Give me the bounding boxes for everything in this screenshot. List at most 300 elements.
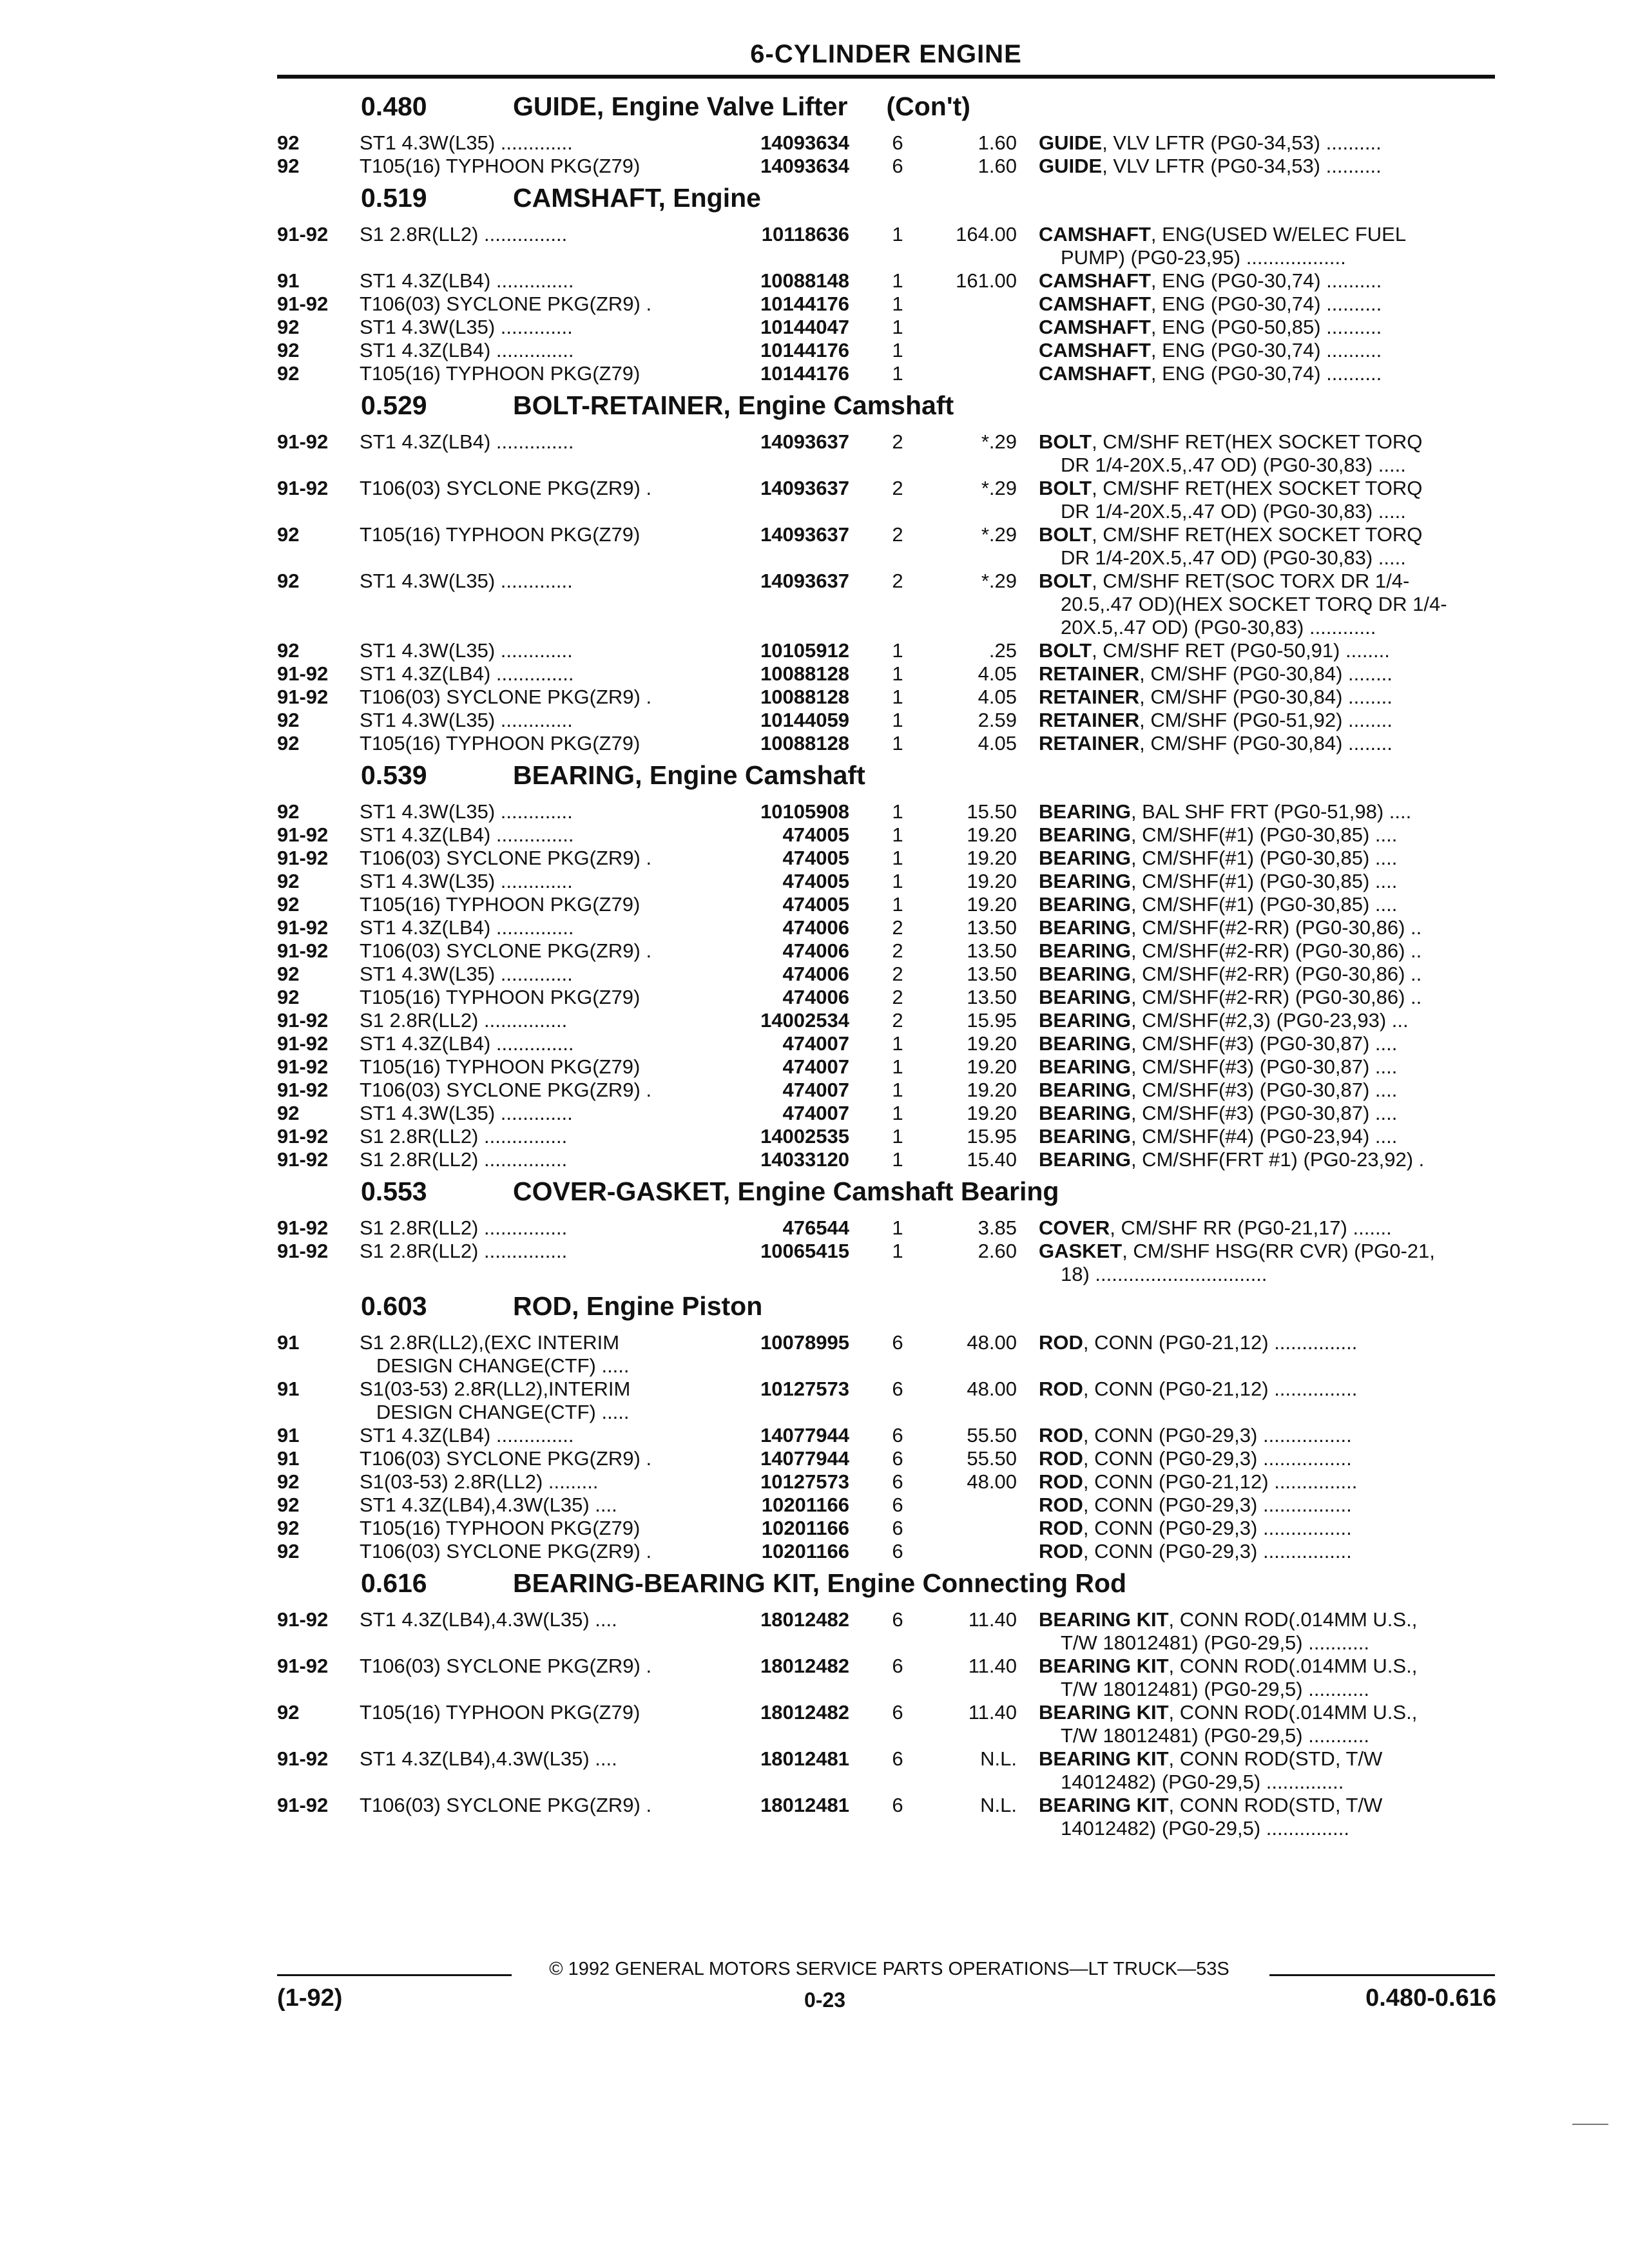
part-row	[277, 823, 1501, 847]
quantity: 6	[892, 1470, 903, 1493]
model-application	[360, 639, 708, 662]
part-row	[277, 1424, 1501, 1447]
part-detail: , CM/SHF(#3) (PG0-30,87) ....	[1130, 1032, 1398, 1055]
part-detail: , CM/SHF RET(SOC TORX DR 1/4-	[1092, 570, 1410, 592]
model-line: ST1 4.3Z(LB4) ..............	[360, 269, 574, 292]
model-year: 91	[277, 1331, 300, 1354]
model-line: S1 2.8R(LL2),(EXC INTERIM	[360, 1331, 620, 1354]
price: 11.40	[968, 1655, 1017, 1677]
price: *.29	[981, 477, 1017, 499]
quantity: 1	[892, 662, 903, 685]
section-number: 0.529	[361, 390, 427, 420]
part-detail: 20.5,.47 OD)(HEX SOCKET TORQ DR 1/4-	[1061, 593, 1447, 615]
part-name: CAMSHAFT	[1039, 316, 1151, 338]
model-application	[360, 523, 708, 570]
quantity: 2	[892, 916, 903, 939]
price: N.L.	[980, 1794, 1017, 1816]
section-title: BOLT-RETAINER, Engine Camshaft	[513, 390, 954, 420]
model-application	[360, 1378, 708, 1424]
part-detail: , CM/SHF(#1) (PG0-30,85) ....	[1130, 823, 1398, 846]
part-row	[277, 893, 1501, 916]
model-line: S1 2.8R(LL2) ...............	[360, 1148, 568, 1171]
quantity: 1	[892, 686, 903, 708]
description-line	[1039, 155, 1503, 178]
price: 19.20	[967, 847, 1017, 869]
catalog-section	[277, 1177, 1501, 1286]
part-description	[1039, 1102, 1503, 1125]
model-year: 92	[277, 339, 300, 361]
price: 19.20	[967, 1032, 1017, 1055]
part-name: BEARING KIT	[1039, 1655, 1169, 1677]
quantity: 2	[892, 1009, 903, 1032]
part-description	[1039, 1240, 1503, 1286]
model-line: ST1 4.3W(L35) .............	[360, 131, 573, 154]
part-description	[1039, 1517, 1503, 1540]
section-number: 0.616	[361, 1568, 427, 1598]
model-year: 91-92	[277, 916, 329, 939]
model-application	[360, 570, 708, 639]
model-year: 92	[277, 1701, 300, 1724]
price	[920, 316, 1039, 339]
part-name: BEARING	[1039, 986, 1131, 1008]
quantity: 6	[892, 1540, 903, 1562]
description-line	[1039, 1216, 1503, 1240]
part-row	[277, 639, 1501, 662]
part-number: 14033120	[760, 1148, 849, 1171]
part-number: 10088128	[760, 686, 849, 708]
section-continued-label: (Con't)	[886, 91, 970, 121]
part-row	[277, 339, 1501, 362]
part-description	[1039, 893, 1503, 916]
model-line: T106(03) SYCLONE PKG(ZR9) .	[360, 1447, 652, 1470]
part-description	[1039, 293, 1503, 316]
model-application	[360, 1447, 708, 1470]
part-description	[1039, 570, 1503, 639]
part-row	[277, 963, 1501, 986]
quantity: 6	[892, 1794, 903, 1816]
price: 15.95	[967, 1125, 1017, 1148]
price: 55.50	[967, 1447, 1017, 1470]
catalog-section	[277, 91, 1501, 178]
price: 19.20	[967, 823, 1017, 846]
model-line: ST1 4.3Z(LB4),4.3W(L35) ....	[360, 1747, 617, 1770]
description-line	[1039, 1540, 1503, 1563]
description-line	[1039, 339, 1503, 362]
part-name: BOLT	[1039, 523, 1092, 546]
part-detail: , CONN (PG0-29,3) ................	[1083, 1424, 1352, 1446]
model-year: 92	[277, 732, 300, 754]
description-line	[1039, 269, 1503, 293]
model-application	[360, 986, 708, 1009]
part-row	[277, 1608, 1501, 1655]
description-line	[1039, 1494, 1503, 1517]
model-application	[360, 1216, 708, 1240]
part-description	[1039, 339, 1503, 362]
part-description	[1039, 362, 1503, 385]
part-detail: , CM/SHF RET(HEX SOCKET TORQ	[1092, 430, 1423, 453]
description-line	[1039, 662, 1503, 686]
part-row	[277, 1125, 1501, 1148]
part-detail: T/W 18012481) (PG0-29,5) ...........	[1061, 1678, 1369, 1700]
model-line: T106(03) SYCLONE PKG(ZR9) .	[360, 1655, 652, 1677]
part-detail: , CM/SHF(#2-RR) (PG0-30,86) ..	[1130, 986, 1422, 1008]
model-application	[360, 430, 708, 477]
part-name: BEARING	[1039, 1079, 1131, 1101]
model-year: 91-92	[277, 1794, 329, 1816]
part-detail: 20X.5,.47 OD) (PG0-30,83) ............	[1061, 616, 1376, 639]
part-detail: , CONN (PG0-29,3) ................	[1083, 1540, 1352, 1562]
description-line	[1039, 546, 1503, 570]
part-description	[1039, 823, 1503, 847]
part-row	[277, 570, 1501, 639]
part-name: BEARING KIT	[1039, 1794, 1169, 1816]
model-line: T105(16) TYPHOON PKG(Z79)	[360, 523, 641, 546]
model-line: ST1 4.3W(L35) .............	[360, 709, 573, 731]
part-number: 18012482	[760, 1608, 849, 1631]
model-application	[360, 939, 708, 963]
model-year: 91-92	[277, 1655, 329, 1677]
part-detail: , CM/SHF(#2,3) (PG0-23,93) ...	[1130, 1009, 1409, 1032]
section-title: CAMSHAFT, Engine	[513, 183, 761, 213]
part-row	[277, 1032, 1501, 1055]
section-number: 0.603	[361, 1291, 427, 1321]
part-detail: DR 1/4-20X.5,.47 OD) (PG0-30,83) .....	[1061, 500, 1406, 523]
quantity: 2	[892, 963, 903, 985]
part-number: 14002534	[760, 1009, 849, 1032]
section-number: 0.519	[361, 183, 427, 213]
model-application	[360, 1424, 708, 1447]
part-detail: DR 1/4-20X.5,.47 OD) (PG0-30,83) .....	[1061, 546, 1406, 569]
description-line	[1039, 223, 1503, 246]
part-row	[277, 477, 1501, 523]
section-heading	[277, 760, 1501, 800]
quantity: 2	[892, 986, 903, 1008]
price: 19.20	[967, 870, 1017, 892]
model-line: T105(16) TYPHOON PKG(Z79)	[360, 893, 641, 916]
part-number: 14093637	[760, 523, 849, 546]
quantity: 6	[892, 1447, 903, 1470]
part-number: 10201166	[761, 1517, 849, 1539]
price: 15.40	[967, 1148, 1017, 1171]
quantity: 2	[892, 523, 903, 546]
part-detail: , VLV LFTR (PG0-34,53) ..........	[1102, 155, 1382, 177]
description-line	[1039, 893, 1503, 916]
part-row	[277, 223, 1501, 269]
model-line: ST1 4.3Z(LB4),4.3W(L35) ....	[360, 1608, 617, 1631]
model-application	[360, 916, 708, 939]
part-number: 10127573	[760, 1470, 849, 1493]
model-year: 91-92	[277, 1079, 329, 1101]
model-line: ST1 4.3W(L35) .............	[360, 800, 573, 823]
price: 11.40	[968, 1701, 1017, 1724]
part-number: 474006	[782, 963, 849, 985]
part-number: 18012481	[760, 1747, 849, 1770]
model-line: S1(03-53) 2.8R(LL2),INTERIM	[360, 1378, 631, 1400]
part-description	[1039, 1424, 1503, 1447]
model-application	[360, 1148, 708, 1171]
model-application	[360, 800, 708, 823]
price: .25	[988, 639, 1017, 662]
part-row	[277, 1540, 1501, 1563]
model-year: 91-92	[277, 1055, 329, 1078]
part-name: COVER	[1039, 1216, 1110, 1239]
model-application	[360, 1331, 708, 1378]
model-application	[360, 1102, 708, 1125]
model-line: ST1 4.3W(L35) .............	[360, 870, 573, 892]
quantity: 2	[892, 939, 903, 962]
quantity: 1	[892, 339, 903, 361]
model-line: ST1 4.3W(L35) .............	[360, 316, 573, 338]
part-name: RETAINER	[1039, 732, 1140, 754]
part-row	[277, 847, 1501, 870]
parts-listing	[277, 91, 1501, 1845]
description-line	[1039, 616, 1503, 639]
part-number: 14077944	[760, 1447, 849, 1470]
price: 11.40	[968, 1608, 1017, 1631]
part-detail: 14012482) (PG0-29,5) ..............	[1061, 1771, 1344, 1793]
model-year: 91	[277, 1378, 300, 1400]
part-name: BEARING	[1039, 916, 1131, 939]
model-line: T105(16) TYPHOON PKG(Z79)	[360, 732, 641, 754]
part-detail: , CM/SHF RR (PG0-21,17) .......	[1110, 1216, 1392, 1239]
model-line: S1 2.8R(LL2) ...............	[360, 223, 568, 245]
section-heading	[277, 1177, 1501, 1216]
part-name: BEARING	[1039, 1125, 1131, 1148]
model-year: 91-92	[277, 1608, 329, 1631]
part-description	[1039, 963, 1503, 986]
part-number: 10201166	[761, 1494, 849, 1516]
part-detail: , CONN ROD(.014MM U.S.,	[1168, 1655, 1418, 1677]
part-number: 10088148	[760, 269, 849, 292]
price: 4.05	[978, 686, 1017, 708]
part-number: 10118636	[761, 223, 849, 245]
part-description	[1039, 1079, 1503, 1102]
section-heading	[277, 1568, 1501, 1608]
part-name: BOLT	[1039, 570, 1092, 592]
part-detail: , CONN ROD(.014MM U.S.,	[1168, 1701, 1418, 1724]
part-row	[277, 986, 1501, 1009]
part-row	[277, 1378, 1501, 1424]
price: 13.50	[967, 916, 1017, 939]
part-name: BEARING	[1039, 800, 1131, 823]
model-line: T106(03) SYCLONE PKG(ZR9) .	[360, 686, 652, 708]
model-application	[360, 847, 708, 870]
part-row	[277, 939, 1501, 963]
section-number: 0.539	[361, 760, 427, 790]
quantity: 6	[892, 155, 903, 177]
part-name: BEARING KIT	[1039, 1747, 1169, 1770]
part-description	[1039, 1701, 1503, 1747]
description-line	[1039, 963, 1503, 986]
part-number: 10078995	[760, 1331, 849, 1354]
part-name: ROD	[1039, 1517, 1083, 1539]
model-application	[360, 709, 708, 732]
part-name: CAMSHAFT	[1039, 293, 1151, 315]
description-line	[1039, 709, 1503, 732]
description-line	[1039, 1148, 1503, 1171]
part-number: 10065415	[760, 1240, 849, 1262]
part-name: BEARING	[1039, 1032, 1131, 1055]
description-line	[1039, 1794, 1503, 1817]
part-number: 10105912	[760, 639, 849, 662]
part-description	[1039, 870, 1503, 893]
description-line	[1039, 1631, 1503, 1655]
revision-date: (1-92)	[277, 1984, 343, 2012]
model-line: T106(03) SYCLONE PKG(ZR9) .	[360, 477, 652, 499]
model-application	[360, 1009, 708, 1032]
part-detail: DR 1/4-20X.5,.47 OD) (PG0-30,83) .....	[1061, 454, 1406, 476]
part-description	[1039, 1331, 1503, 1378]
price: *.29	[981, 570, 1017, 592]
part-row	[277, 1747, 1501, 1794]
model-year: 92	[277, 709, 300, 731]
model-application	[360, 155, 708, 178]
part-name: ROD	[1039, 1424, 1083, 1446]
part-number: 474005	[782, 870, 849, 892]
price: 15.50	[967, 800, 1017, 823]
page-title: 6-CYLINDER ENGINE	[750, 40, 1022, 68]
part-name: BOLT	[1039, 477, 1092, 499]
model-year: 92	[277, 316, 300, 338]
quantity: 1	[892, 823, 903, 846]
part-name: BOLT	[1039, 639, 1092, 662]
model-line: ST1 4.3Z(LB4) ..............	[360, 1032, 574, 1055]
part-row	[277, 686, 1501, 709]
part-name: RETAINER	[1039, 709, 1140, 731]
part-number: 14093637	[760, 570, 849, 592]
part-number: 10144176	[760, 362, 849, 385]
description-line	[1039, 246, 1503, 269]
part-row	[277, 269, 1501, 293]
part-detail: , CONN ROD(.014MM U.S.,	[1168, 1608, 1418, 1631]
part-row	[277, 870, 1501, 893]
model-year: 91-92	[277, 1125, 329, 1148]
part-detail: , CM/SHF(#2-RR) (PG0-30,86) ..	[1130, 963, 1422, 985]
model-year: 91	[277, 269, 300, 292]
model-line: S1 2.8R(LL2) ...............	[360, 1216, 568, 1239]
part-detail: , ENG (PG0-30,74) ..........	[1150, 269, 1382, 292]
part-number: 474007	[782, 1102, 849, 1124]
price	[920, 293, 1039, 316]
description-line	[1039, 1447, 1503, 1470]
description-line	[1039, 1608, 1503, 1631]
description-line	[1039, 1470, 1503, 1494]
model-application	[360, 269, 708, 293]
model-application	[360, 316, 708, 339]
quantity: 6	[892, 1608, 903, 1631]
section-heading	[277, 183, 1501, 223]
description-line	[1039, 1517, 1503, 1540]
quantity: 1	[892, 362, 903, 385]
description-line	[1039, 1655, 1503, 1678]
part-row	[277, 1701, 1501, 1747]
part-number: 10201166	[761, 1540, 849, 1562]
price: 161.00	[956, 269, 1017, 292]
description-line	[1039, 823, 1503, 847]
quantity: 6	[892, 1655, 903, 1677]
part-detail: , BAL SHF FRT (PG0-51,98) ....	[1130, 800, 1412, 823]
price: 48.00	[967, 1470, 1017, 1493]
model-year: 91-92	[277, 1216, 329, 1239]
model-application	[360, 223, 708, 269]
part-description	[1039, 523, 1503, 570]
part-name: GUIDE	[1039, 131, 1103, 154]
part-name: BEARING	[1039, 1009, 1131, 1032]
part-number: 10105908	[760, 800, 849, 823]
section-title: COVER-GASKET, Engine Camshaft Bearing	[513, 1177, 1059, 1206]
quantity: 2	[892, 477, 903, 499]
model-year: 91-92	[277, 823, 329, 846]
quantity: 1	[892, 1125, 903, 1148]
part-name: CAMSHAFT	[1039, 223, 1151, 245]
model-year: 92	[277, 870, 300, 892]
quantity: 1	[892, 870, 903, 892]
quantity: 1	[892, 293, 903, 315]
part-number: 474005	[782, 893, 849, 916]
part-detail: , CONN (PG0-29,3) ................	[1083, 1494, 1352, 1516]
model-line: T106(03) SYCLONE PKG(ZR9) .	[360, 293, 652, 315]
price: 19.20	[967, 893, 1017, 916]
part-number: 10088128	[760, 732, 849, 754]
section-number: 0.553	[361, 1177, 427, 1206]
model-application	[360, 131, 708, 155]
price	[920, 339, 1039, 362]
part-row	[277, 1009, 1501, 1032]
part-name: BEARING	[1039, 963, 1131, 985]
model-line: T106(03) SYCLONE PKG(ZR9) .	[360, 1540, 652, 1562]
part-detail: , CONN (PG0-21,12) ...............	[1083, 1378, 1358, 1400]
part-number: 14093637	[760, 430, 849, 453]
model-application	[360, 1608, 708, 1655]
description-line	[1039, 1817, 1503, 1840]
part-description	[1039, 800, 1503, 823]
part-row	[277, 430, 1501, 477]
quantity: 1	[892, 1148, 903, 1171]
part-row	[277, 916, 1501, 939]
quantity: 1	[892, 800, 903, 823]
section-title: BEARING, Engine Camshaft	[513, 760, 865, 790]
description-line	[1039, 639, 1503, 662]
model-line: T105(16) TYPHOON PKG(Z79)	[360, 1517, 641, 1539]
part-description	[1039, 1470, 1503, 1494]
part-row	[277, 1794, 1501, 1840]
model-line: S1 2.8R(LL2) ...............	[360, 1125, 568, 1148]
description-line	[1039, 1378, 1503, 1401]
part-detail: , CM/SHF(#2-RR) (PG0-30,86) ..	[1130, 939, 1422, 962]
description-line	[1039, 362, 1503, 385]
model-line: DESIGN CHANGE(CTF) .....	[360, 1401, 630, 1423]
quantity: 6	[892, 1701, 903, 1724]
part-name: BEARING	[1039, 1102, 1131, 1124]
part-number: 18012481	[760, 1794, 849, 1816]
description-line	[1039, 293, 1503, 316]
model-application	[360, 686, 708, 709]
model-application	[360, 1240, 708, 1286]
part-number: 476544	[782, 1216, 849, 1239]
model-year: 92	[277, 1517, 300, 1539]
part-row	[277, 523, 1501, 570]
part-detail: , VLV LFTR (PG0-34,53) ..........	[1102, 131, 1382, 154]
part-name: BEARING	[1039, 823, 1131, 846]
part-number: 10144047	[760, 316, 849, 338]
quantity: 1	[892, 1216, 903, 1239]
quantity: 1	[892, 732, 903, 754]
quantity: 1	[892, 1102, 903, 1124]
price: N.L.	[980, 1747, 1017, 1770]
description-line	[1039, 131, 1503, 155]
part-number: 474006	[782, 916, 849, 939]
description-line	[1039, 1102, 1503, 1125]
